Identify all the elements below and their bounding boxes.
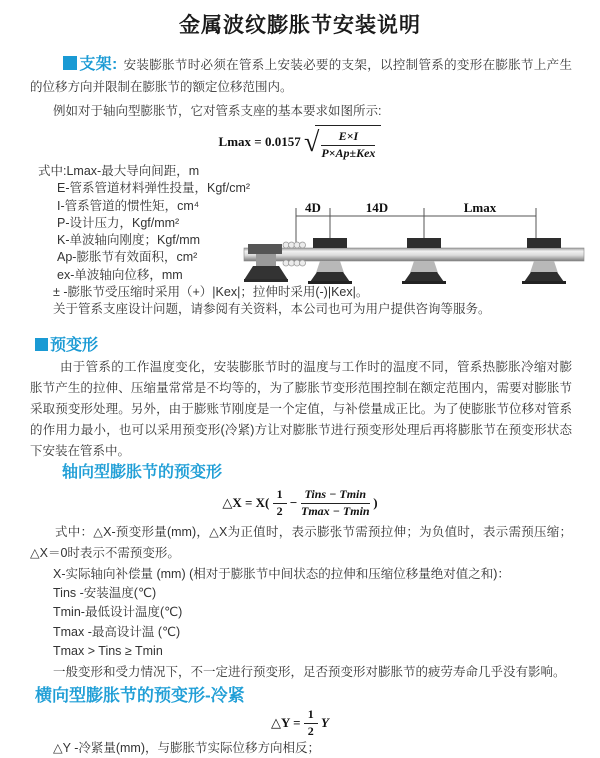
lateral-formula bbox=[0, 708, 600, 738]
lateral-subheading: 横向型膨胀节的预变形-冷紧 bbox=[35, 685, 245, 705]
pipe bbox=[244, 248, 584, 261]
lmax-formula bbox=[0, 125, 600, 159]
support-paragraph bbox=[0, 54, 600, 98]
temperature-definition: Tmax -最高设计温 (℃) bbox=[53, 624, 181, 639]
definition-line: 式中:Lmax-最大导向间距，m bbox=[38, 164, 200, 178]
page-title: 金属波纹膨胀节安装说明 bbox=[179, 14, 421, 37]
lmax-formula-denominator: P×Ap±Kex bbox=[321, 145, 376, 160]
section-marker-square bbox=[35, 338, 48, 351]
axial-x-definition: X-实际轴向补偿量 (mm) (相对于膨胀节中间状态的拉伸和压缩位移量绝对值之和)： bbox=[53, 566, 510, 581]
definition-line: K-单波轴向刚度；Kgf/mm bbox=[57, 233, 201, 248]
dim-label-14d: 14D bbox=[365, 200, 389, 215]
temperature-fraction: $\frac{\text{Tins − Tmin}}{Tmax - Tmin}$ bbox=[300, 487, 370, 519]
predeform-heading-text: 预变形 bbox=[50, 336, 99, 354]
definition-line: Ap-膨胀节有效面积，cm² bbox=[57, 250, 198, 265]
consult-note: 关于管系支座设计问题，请参阅有关资料，本公司也可为用户提供咨询等服务。 bbox=[53, 302, 491, 317]
axial-formula-close: ) bbox=[373, 494, 378, 510]
one-half-fraction: $\frac{1}{2}$ bbox=[304, 708, 318, 739]
axial-explain-paragraph: 式中：△X-预变形量(mm)，△X为正值时，表示膨张节需预拉伸；为负值时，表示需预压缩；△X＝0时表示不需预变形。 bbox=[30, 524, 572, 560]
support-heading: 支架: bbox=[79, 56, 118, 73]
predeform-section-heading bbox=[35, 335, 600, 357]
support-intro-text: 安装膨胀节时必须在管系上安装必要的支架，以控制管系的变形在膨胀节上产生的位移方向并限制在膨胀节的额定位移范围内。 bbox=[30, 58, 572, 94]
axial-subheading: 轴向型膨胀节的预变形 bbox=[62, 463, 223, 481]
axial-note: 一般变形和受力情况下，不一定进行预变形，足否预变形对膨胀节的疲劳寿命几乎没有影响。 bbox=[53, 664, 566, 679]
temperature-inequality: Tmax > Tins ≥ Tmin bbox=[53, 644, 163, 659]
definition-line: I-管系管道的惯性矩，cm⁴ bbox=[57, 198, 200, 213]
plus-minus-note: ± -膨胀节受压缩时采用（+）|Kex|；拉伸时采用(-)|Kex|。 bbox=[53, 285, 369, 300]
support-example-line: 例如对于轴向型膨胀节，它对管系支座的基本要求如图所示: bbox=[53, 104, 382, 118]
lateral-formula-rhs: Y bbox=[321, 714, 329, 730]
dim-label-4d: 4D bbox=[305, 200, 321, 215]
lateral-note: △Y -冷紧量(mm)，与膨胀节实际位移方向相反； bbox=[53, 740, 321, 755]
radical-sign: √ $\frac{E\times I}{\text{P×Ap±Kex}}$ bbox=[304, 125, 381, 161]
anchor-support bbox=[244, 244, 288, 282]
predeform-paragraph: 由于管系的工作温度变化，安装膨胀节时的温度与工作时的温度不同，管系热膨胀冷缩对膨胀节产生的拉伸、压缩量常常是不均等的，为了膨胀节变形范围控制在额定范围内，需要对膨胀节采取预变形处理。另外，由于膨账节刚度是一个定值，与补偿量成正比。为了使膨胀节位移对管系的作用力最小，也可以采用预变形(冷紧)方让对膨胀节进行预变形处理后再将膨胀节在预变形状态下安装在管系中。 bbox=[30, 359, 572, 458]
lmax-formula-numerator: E×I bbox=[321, 130, 375, 146]
dim-label-lmax: Lmax bbox=[463, 200, 497, 215]
definition-line: P-设计压力，Kgf/mm² bbox=[57, 215, 180, 230]
temperature-definition: Tmin-最低设计温度(℃) bbox=[53, 605, 183, 620]
section-marker-square bbox=[63, 56, 77, 70]
definition-line: E-管系管道材料弹性投量，Kgf/cm² bbox=[57, 181, 251, 196]
pipe-support-diagram bbox=[244, 196, 594, 296]
lateral-formula-lhs: △Y = bbox=[270, 714, 301, 730]
axial-formula-lhs: △X = X( bbox=[222, 494, 270, 510]
axial-formula bbox=[0, 484, 600, 522]
temperature-definition: Tins -安装温度(℃) bbox=[53, 585, 157, 600]
minus-sign: − bbox=[289, 494, 298, 510]
lmax-formula-lhs: Lmax = 0.0157 bbox=[218, 134, 301, 149]
one-half-fraction: $\frac{1}{2}$ bbox=[273, 488, 287, 519]
definition-line: ex-单波轴向位移，mm bbox=[57, 267, 183, 282]
